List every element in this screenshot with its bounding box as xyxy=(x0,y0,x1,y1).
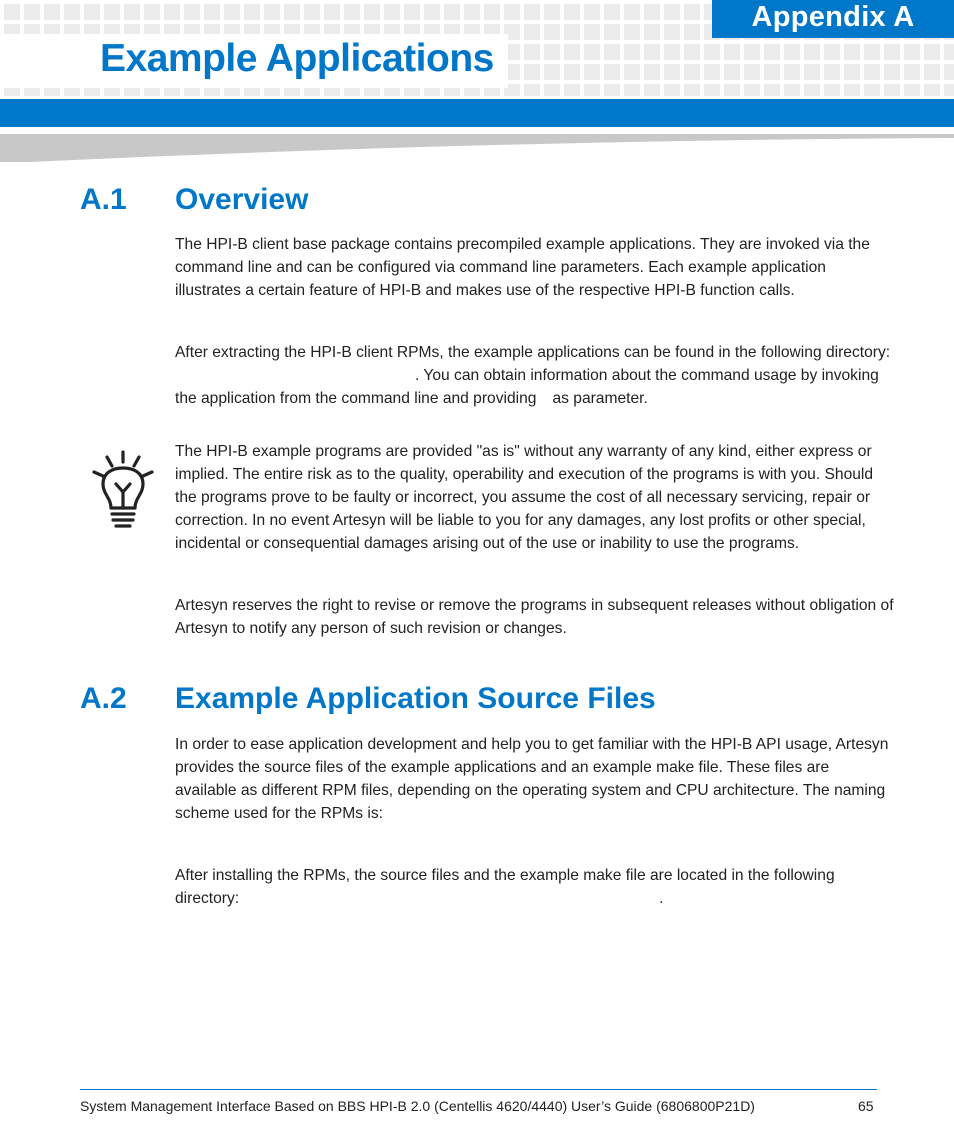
section-title: Overview xyxy=(175,183,309,216)
overview-paragraph-1: The HPI-B client base package contains precompiled example applications. They are invoked via the command line and can be configured via command line parameters. Each example application illustrates a certain feature of HPI-B and makes use of the respective HPI-B function calls. xyxy=(175,236,870,299)
overview-paragraph-2-part-1: After extracting the HPI-B client RPMs, the example applications can be found in the following directory: xyxy=(175,344,891,361)
overview-paragraph-2-part-3: as parameter. xyxy=(552,390,648,407)
source-paragraph-2-part-1: After installing the RPMs, the source files and the example make file are located in the following directory: xyxy=(175,867,835,907)
section-title: Example Application Source Files xyxy=(175,682,656,715)
section-number: A.2 xyxy=(80,682,127,715)
header-grey-swoosh xyxy=(0,132,954,164)
source-paragraph-2-part-2: . xyxy=(659,890,664,907)
source-paragraph-1: In order to ease application development and help you to get familiar with the HPI-B API usage, Artesyn provides the source files of the example applications and an example make file. These files are available as different RPM files, depending on the operating system and CPU architecture. The naming scheme used for the RPMs is: xyxy=(175,736,889,822)
footer-rule xyxy=(80,1089,877,1090)
header-blue-bar xyxy=(0,99,954,127)
source-paragraph-2 xyxy=(175,864,895,910)
note-paragraph-1: The HPI-B example programs are provided "as is" without any warranty of any kind, either express or implied. The entire risk as to the quality, operability and execution of the programs is with you. Should the programs prove to be faulty or incorrect, you assume the cost of all necessary servicing, repair or correction. In no event Artesyn will be liable to you for any damages, any lost profits or other special, incidental or consequential damages arising out of the use or inability to use the programs. xyxy=(175,443,874,552)
overview-paragraph-2 xyxy=(175,341,895,410)
footer-page-number: 65 xyxy=(858,1098,874,1114)
appendix-tab: Appendix A xyxy=(712,0,954,38)
footer-document-title: System Management Interface Based on BBS HPI-B 2.0 (Centellis 4620/4440) User’s Guide (6806800P21D) xyxy=(80,1098,755,1114)
lightbulb-icon xyxy=(90,448,156,534)
overview-paragraph-2-part-2: . You can obtain information about the command usage by invoking the application from the command line and providing xyxy=(175,367,879,407)
page-title: Example Applications xyxy=(0,34,508,88)
section-number: A.1 xyxy=(80,183,127,216)
note-paragraph-2: Artesyn reserves the right to revise or remove the programs in subsequent releases without obligation of Artesyn to notify any person of such revision or changes. xyxy=(175,597,894,637)
